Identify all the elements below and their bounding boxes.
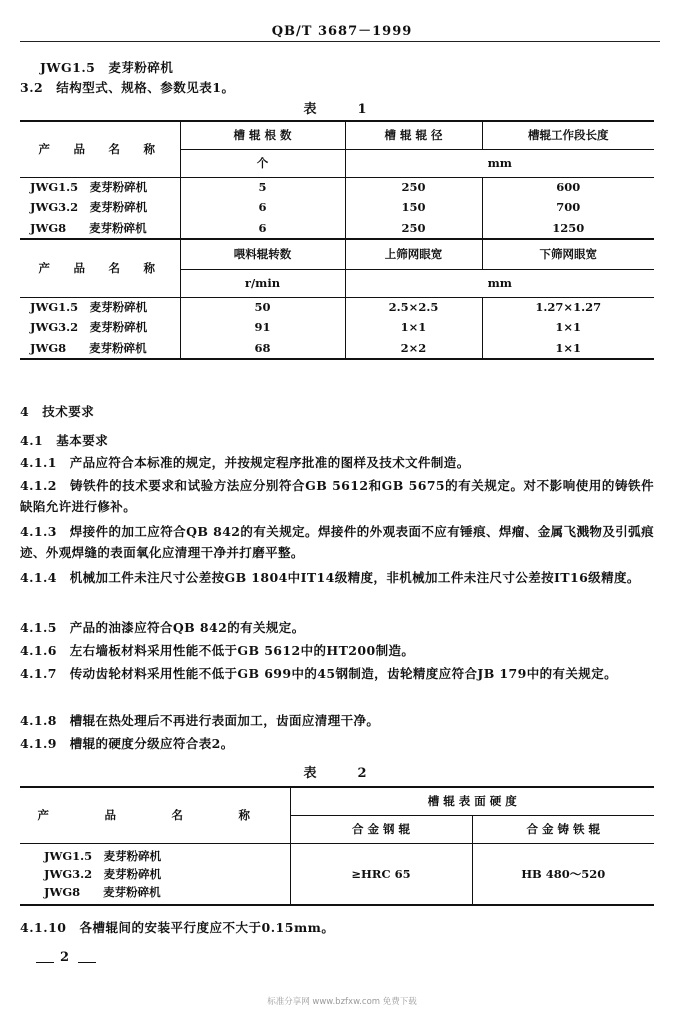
item-4-1-6: 4.1.6 左右墙板材料采用性能不低于GB 5612中的HT200制造。 [20,643,415,658]
table1-caption: 表 1 [303,102,381,117]
table1-cell: 6 [180,217,345,239]
table1-cell: 2×2 [345,337,482,359]
table2-product-name: JWG8 麦芽粉碎机 [44,884,161,899]
item-4-1-7: 4.1.7 传动齿轮材料采用性能不低于GB 699中的45钢制造，齿轮精度应符合JB 179中的有关规定。 [20,666,618,681]
table2-products-cell [20,843,290,905]
table1-cell: 600 [482,177,654,197]
table1-row-name: JWG1.5 麦芽粉碎机 [30,180,148,195]
table1-product-header: 产 品 名 称 [20,121,180,177]
section-4-1-title: 4.1 基本要求 [20,433,109,448]
table1-unit-mm: mm [345,149,654,177]
table1-cell: 68 [180,337,345,359]
table1-cell: 700 [482,197,654,217]
item-4-1-8: 4.1.8 槽辊在热处理后不再进行表面加工，齿面应清理干净。 [20,713,380,728]
table1-row-name: JWG8 麦芽粉碎机 [20,337,180,359]
table2-alloy-cast-iron-value: HB 480～520 [472,843,654,905]
table1-unit-pieces: 个 [180,149,345,177]
header-rule [20,41,660,42]
item-4-1-9: 4.1.9 槽辊的硬度分级应符合表2。 [20,736,234,751]
page-number: 2 [60,950,70,965]
table2-caption: 表 2 [303,766,381,781]
table1-cell: 250 [345,217,482,239]
item-4-1-1: 4.1.1 产品应符合本标准的规定，并按规定程序批准的图样及技术文件制造。 [20,455,470,470]
table2-product-name: JWG1.5 麦芽粉碎机 [44,848,162,863]
table1-col-roll-length: 槽辊工作段长度 [482,121,654,149]
table1-row-name: JWG1.5 麦芽粉碎机 [30,300,148,315]
table1 [20,120,654,360]
section-4-title: 4 技术要求 [20,404,95,419]
table2 [20,786,654,906]
table1-cell: 1×1 [482,317,654,337]
table1-cell: 1250 [482,217,654,239]
section-3-2: 3.2 结构型式、规格、参数见表1。 [20,80,235,95]
table1-cell: 1×1 [345,317,482,337]
standard-number: QB/T 3687－1999 [271,24,413,39]
section-3-1-item: JWG1.5 麦芽粉碎机 [40,60,174,75]
item-4-1-3: 4.1.3 焊接件的加工应符合QB 842的有关规定。焊接件的外观表面不应有锤痕、焊瘤、金属飞溅物及引弧痕迹、外观焊缝的表面氧化应清理干净并打磨平整。 [20,524,654,560]
page-number-dash-right [78,962,96,963]
table2-alloy-steel-value: ≥HRC 65 [290,843,472,905]
table2-product-header: 产 品 名 称 [20,787,290,843]
item-4-1-5: 4.1.5 产品的油漆应符合QB 842的有关规定。 [20,620,305,635]
item-4-1-10: 4.1.10 各槽辊间的安装平行度应不大于0.15mm。 [20,920,335,935]
table1-col-roll-diameter: 槽 辊 辊 径 [345,121,482,149]
table1-row-name: JWG3.2 麦芽粉碎机 [30,320,148,334]
table1-cell: 5 [180,177,345,197]
table1-cell: 91 [180,317,345,337]
table1-unit-rpm: r/min [180,269,345,297]
table1-cell: 1×1 [482,337,654,359]
table1-cell: 6 [180,197,345,217]
item-4-1-4: 4.1.4 机械加工件未注尺寸公差按GB 1804中IT14级精度，非机械加工件未注尺寸公差按IT16级精度。 [20,570,640,585]
table1-product-header-2: 产 品 名 称 [20,239,180,297]
table1-cell: 150 [345,197,482,217]
table1-cell: 250 [345,177,482,197]
table2-product-name: JWG3.2 麦芽粉碎机 [44,866,162,881]
table2-col-alloy-steel: 合 金 钢 辊 [290,815,472,843]
table2-col-alloy-cast-iron: 合 金 铸 铁 辊 [472,815,654,843]
table1-cell: 2.5×2.5 [345,297,482,317]
table1-col-upper-screen: 上筛网眼宽 [345,239,482,269]
table1-col-roll-count: 槽 辊 根 数 [180,121,345,149]
page-number-dash-left [36,962,54,963]
table1-unit-mm-2: mm [345,269,654,297]
table1-row-name: JWG8 麦芽粉碎机 [30,220,147,235]
table1-cell: 1.27×1.27 [482,297,654,317]
table1-col-lower-screen: 下筛网眼宽 [482,239,654,269]
table1-cell: 50 [180,297,345,317]
table1-col-feed-roll-speed: 喂料辊转数 [180,239,345,269]
watermark: 标准分享网 www.bzfxw.com 免费下载 [267,997,417,1007]
table1-row-name: JWG3.2 麦芽粉碎机 [30,200,148,214]
table2-group-header: 槽 辊 表 面 硬 度 [290,787,654,815]
item-4-1-2: 4.1.2 铸铁件的技术要求和试验方法应分别符合GB 5612和GB 5675的有关规定。对不影响使用的铸铁件缺陷允许进行修补。 [20,478,654,514]
